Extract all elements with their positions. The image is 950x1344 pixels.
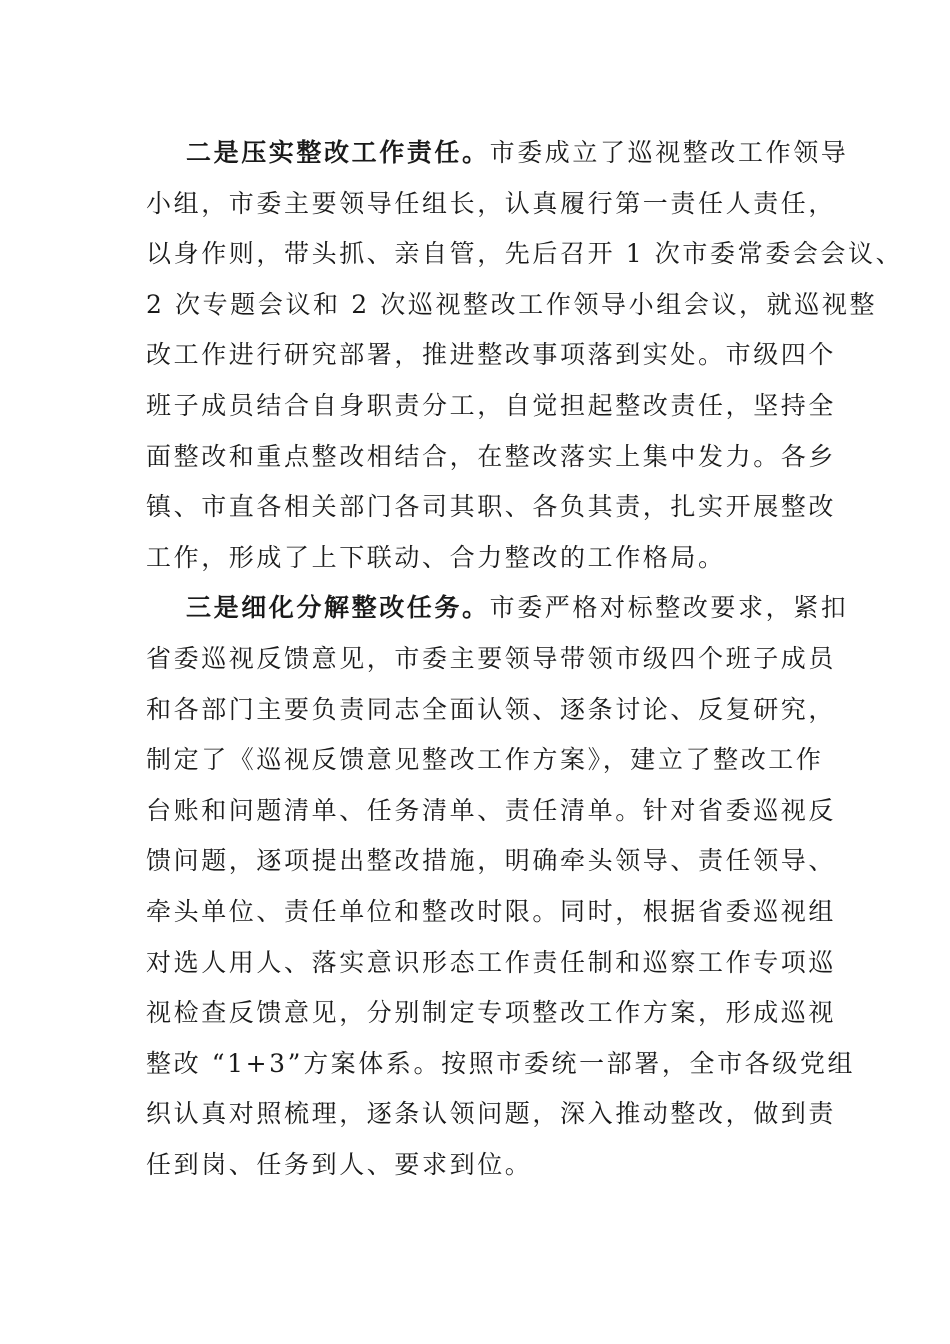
line-text: 以身作则，带头抓、亲自管，先后召开 1 次市委常委会会议、 — [146, 239, 904, 269]
text-line — [146, 432, 836, 483]
text-line — [146, 1089, 836, 1140]
text-line — [146, 330, 836, 381]
line-text: 镇、市直各相关部门各司其职、各负其责，扎实开展整改 — [146, 492, 837, 522]
paragraph-lead: 三是细化分解整改任务。 — [186, 593, 490, 623]
text-line — [146, 128, 849, 179]
text-line — [146, 533, 836, 584]
line-text: 织认真对照梳理，逐条认领问题，深入推动整改，做到责 — [146, 1099, 837, 1129]
text-line — [146, 836, 836, 887]
paragraph-p2 — [146, 128, 904, 583]
text-line — [146, 786, 836, 837]
text-line — [146, 735, 836, 786]
text-line — [146, 1140, 836, 1191]
text-line — [146, 938, 836, 989]
text-line — [146, 583, 849, 634]
line-text: 小组，市委主要领导任组长，认真履行第一责任人责任， — [146, 188, 837, 218]
line-text: 省委巡视反馈意见，市委主要领导带领市级四个班子成员 — [146, 643, 837, 673]
line-text: 市委严格对标整改要求，紧扣 — [489, 593, 849, 623]
paragraph-p3 — [146, 583, 856, 1190]
line-text: 任到岗、任务到人、要求到位。 — [146, 1149, 533, 1179]
line-text: 台账和问题清单、任务清单、责任清单。针对省委巡视反 — [146, 795, 837, 825]
text-line — [146, 887, 836, 938]
text-line — [146, 381, 836, 432]
line-text: 班子成员结合自身职责分工，自觉担起整改责任，坚持全 — [146, 390, 837, 420]
line-text: 2 次专题会议和 2 次巡视整改工作领导小组会议，就巡视整 — [146, 289, 878, 319]
line-text: 改工作进行研究部署，推进整改事项落到实处。市级四个 — [146, 340, 837, 370]
line-text: 制定了《巡视反馈意见整改工作方案》，建立了整改工作 — [146, 745, 824, 775]
body-text — [146, 128, 904, 1190]
text-line — [146, 229, 904, 280]
line-text: 面整改和重点整改相结合，在整改落实上集中发力。各乡 — [146, 441, 837, 471]
text-line — [146, 685, 836, 736]
line-text: 和各部门主要负责同志全面认领、逐条讨论、反复研究， — [146, 694, 837, 724]
text-line — [146, 482, 836, 533]
text-line — [146, 988, 836, 1039]
paragraph-lead: 二是压实整改工作责任。 — [186, 138, 490, 167]
line-text: 整改 “1+3”方案体系。按照市委统一部署，全市各级党组 — [146, 1048, 856, 1078]
line-text: 馈问题，逐项提出整改措施，明确牵头领导、责任领导、 — [146, 846, 837, 876]
text-line — [146, 634, 836, 685]
text-line — [146, 179, 836, 230]
line-text: 市委成立了巡视整改工作领导 — [489, 138, 849, 167]
line-text: 对选人用人、落实意识形态工作责任制和巡察工作专项巡 — [146, 947, 837, 977]
text-line — [146, 1039, 856, 1090]
line-text: 视检查反馈意见，分别制定专项整改工作方案，形成巡视 — [146, 998, 837, 1028]
line-text: 工作，形成了上下联动、合力整改的工作格局。 — [146, 542, 726, 572]
text-line — [146, 280, 878, 331]
line-text: 牵头单位、责任单位和整改时限。同时，根据省委巡视组 — [146, 896, 837, 926]
